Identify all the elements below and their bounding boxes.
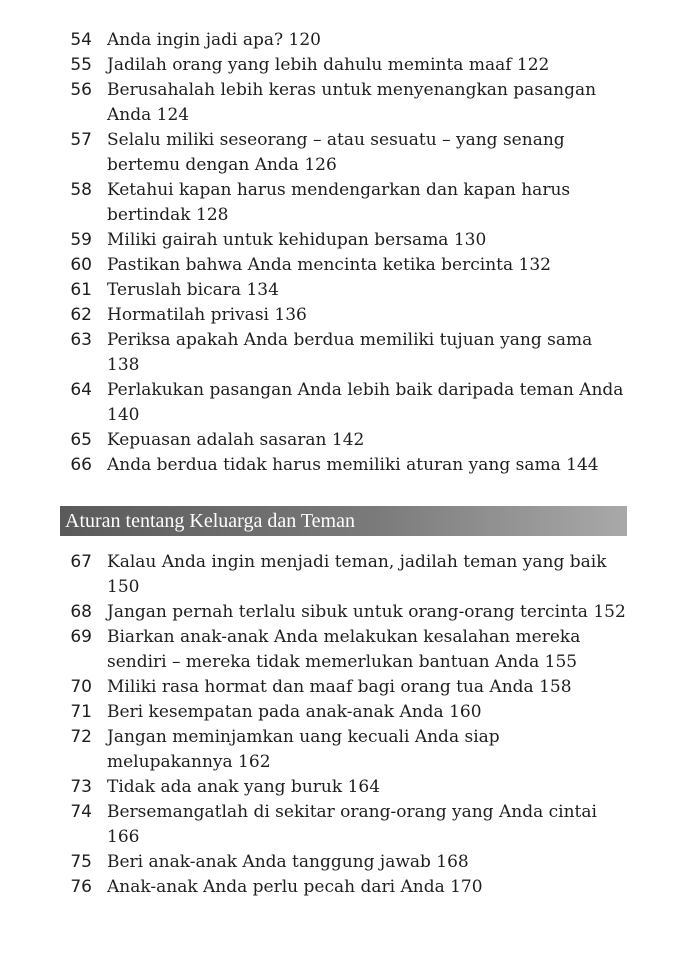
toc-entry: [0, 303, 700, 328]
entry-number: 67: [70, 552, 92, 572]
entry-title: Kepuasan adalah sasaran 142: [107, 430, 365, 450]
entry-title: Hormatilah privasi 136: [107, 305, 307, 325]
toc-entry: [0, 800, 700, 850]
toc-entry: [0, 178, 700, 228]
entry-title: Teruslah bicara 134: [107, 280, 279, 300]
section-heading-bar: [60, 506, 627, 536]
toc-list-relationships: [0, 28, 700, 478]
entry-number: 73: [70, 777, 92, 797]
entry-number: 72: [70, 727, 92, 747]
entry-number: 69: [70, 627, 92, 647]
entry-number: 59: [70, 230, 92, 250]
entry-title: Perlakukan pasangan Anda lebih baik daripada teman Anda 140: [107, 380, 624, 425]
toc-entry: [0, 625, 700, 675]
entry-title: Berusahalah lebih keras untuk menyenangkan pasangan Anda 124: [107, 80, 597, 125]
toc-entry: [0, 253, 700, 278]
entry-number: 70: [70, 677, 92, 697]
toc-entry: [0, 78, 700, 128]
entry-title: Anda berdua tidak harus memiliki aturan yang sama 144: [107, 455, 599, 475]
entry-title: Miliki rasa hormat dan maaf bagi orang tua Anda 158: [107, 677, 572, 697]
toc-entry: [0, 675, 700, 700]
entry-title: Anak-anak Anda perlu pecah dari Anda 170: [107, 877, 483, 897]
entry-title: Ketahui kapan harus mendengarkan dan kapan harus bertindak 128: [107, 180, 571, 225]
entry-number: 57: [70, 130, 92, 150]
toc-entry: [0, 453, 700, 478]
entry-title: Beri kesempatan pada anak-anak Anda 160: [107, 702, 482, 722]
toc-list-family-friends: [0, 550, 700, 900]
entry-title: Beri anak-anak Anda tanggung jawab 168: [107, 852, 469, 872]
entry-number: 65: [70, 430, 92, 450]
entry-title: Kalau Anda ingin menjadi teman, jadilah teman yang baik 150: [107, 552, 607, 597]
toc-entry: [0, 278, 700, 303]
entry-title: Anda ingin jadi apa? 120: [107, 30, 321, 50]
toc-entry: [0, 850, 700, 875]
toc-entry: [0, 328, 700, 378]
toc-entry: [0, 775, 700, 800]
toc-entry: [0, 428, 700, 453]
toc-entry: [0, 128, 700, 178]
entry-number: 63: [70, 330, 92, 350]
entry-number: 68: [70, 602, 92, 622]
section-heading: Aturan tentang Keluarga dan Teman: [65, 510, 355, 532]
entry-title: Biarkan anak-anak Anda melakukan kesalahan mereka sendiri – mereka tidak memerlukan bantuan Anda 155: [107, 627, 581, 672]
entry-title: Jangan pernah terlalu sibuk untuk orang-orang tercinta 152: [107, 602, 626, 622]
entry-number: 55: [70, 55, 92, 75]
toc-entry: [0, 700, 700, 725]
entry-number: 75: [70, 852, 92, 872]
entry-number: 62: [70, 305, 92, 325]
entry-title: Periksa apakah Anda berdua memiliki tujuan yang sama 138: [107, 330, 593, 375]
entry-number: 74: [70, 802, 92, 822]
entry-number: 76: [70, 877, 92, 897]
entry-title: Selalu miliki seseorang – atau sesuatu – yang senang bertemu dengan Anda 126: [107, 130, 565, 175]
toc-entry: [0, 378, 700, 428]
entry-number: 58: [70, 180, 92, 200]
toc-entry: [0, 28, 700, 53]
entry-number: 61: [70, 280, 92, 300]
toc-entry: [0, 600, 700, 625]
entry-title: Jadilah orang yang lebih dahulu meminta maaf 122: [107, 55, 550, 75]
toc-entry: [0, 875, 700, 900]
entry-number: 66: [70, 455, 92, 475]
entry-number: 64: [70, 380, 92, 400]
entry-number: 56: [70, 80, 92, 100]
entry-title: Miliki gairah untuk kehidupan bersama 130: [107, 230, 487, 250]
entry-title: Jangan meminjamkan uang kecuali Anda siap melupakannya 162: [107, 727, 500, 772]
entry-number: 60: [70, 255, 92, 275]
toc-entry: [0, 53, 700, 78]
toc-entry: [0, 725, 700, 775]
entry-title: Bersemangatlah di sekitar orang-orang yang Anda cintai 166: [107, 802, 597, 847]
toc-entry: [0, 228, 700, 253]
entry-title: Pastikan bahwa Anda mencinta ketika bercinta 132: [107, 255, 551, 275]
entry-number: 54: [70, 30, 92, 50]
entry-number: 71: [70, 702, 92, 722]
toc-entry: [0, 550, 700, 600]
entry-title: Tidak ada anak yang buruk 164: [107, 777, 381, 797]
